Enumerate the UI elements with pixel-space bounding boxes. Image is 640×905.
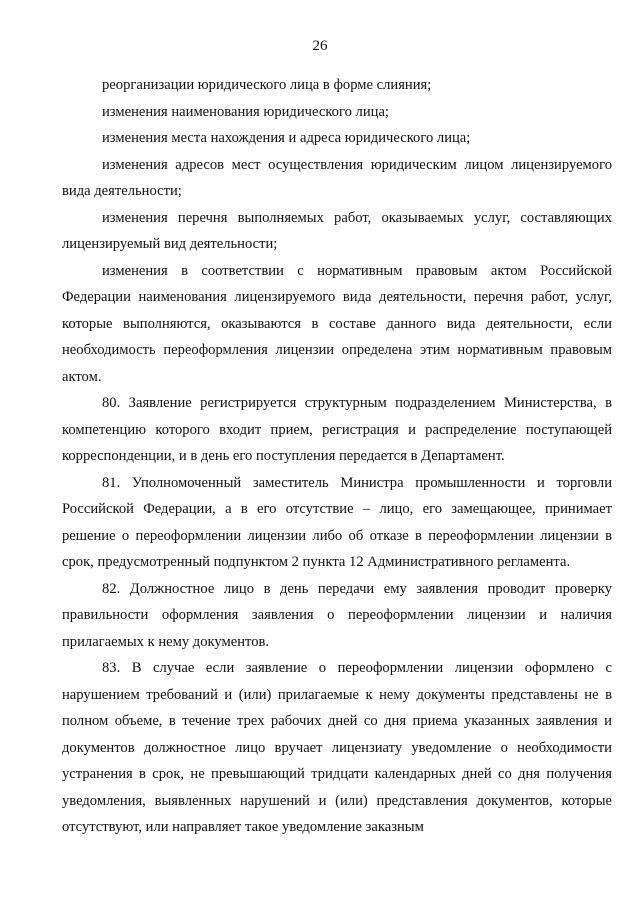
paragraph-works-list-change: изменения перечня выполняемых работ, оказываемых услуг, составляющих лицензируемый вид деятельности; xyxy=(62,209,612,252)
page-number: 26 xyxy=(312,38,328,54)
paragraph-name-change: изменения наименования юридического лица; xyxy=(102,103,389,120)
paragraph-81: 81. Уполномоченный заместитель Министра промышленности и торговли Российской Федерации, а в его отсутствие – лицо, его замещающее, принимает решение о переоформлении лицензии либо об отказе в переоформлении лицензии в срок, предусмотренный подпунктом 2 пункта 12 Административного регламента. xyxy=(62,474,612,570)
paragraph-activity-addresses-change: изменения адресов мест осуществления юридическим лицом лицензируемого вида деятельности; xyxy=(62,156,612,199)
paragraph-regulatory-act-change: изменения в соответствии с нормативным правовым актом Российской Федерации наименования лицензируемого вида деятельности, перечня работ, услуг, которые выполняются, оказываются в составе данного вида деятельности, если необходимость переоформления лицензии определена этим нормативным правовым актом. xyxy=(62,262,612,385)
paragraph-location-change: изменения места нахождения и адреса юридического лица; xyxy=(102,130,471,146)
paragraph-80: 80. Заявление регистрируется структурным подразделением Министерства, в компетенцию которого входит прием, регистрация и распределение поступающей корреспонденции, и в день его поступления передается в Департамент. xyxy=(62,395,612,464)
paragraph-reorganization: реорганизации юридического лица в форме слияния; xyxy=(102,77,432,93)
paragraph-83: 83. В случае если заявление о переоформлении лицензии оформлено с нарушением требований и (или) прилагаемые к нему документы представлены не в полном объеме, в течение трех рабочих дней со дня приема указанных заявления и документов должностное лицо вручает лицензиату уведомление о необходимости устранения в срок, не превышающий тридцати календарных дней со дня получения уведомления, выявленных нарушений и (или) представления документов, которые отсутствуют, или направляет такое уведомление заказным xyxy=(62,660,612,835)
document-body xyxy=(62,72,612,841)
paragraph-82: 82. Должностное лицо в день передачи ему заявления проводит проверку правильности оформления заявления о переоформлении лицензии и наличия прилагаемых к нему документов. xyxy=(62,580,612,650)
